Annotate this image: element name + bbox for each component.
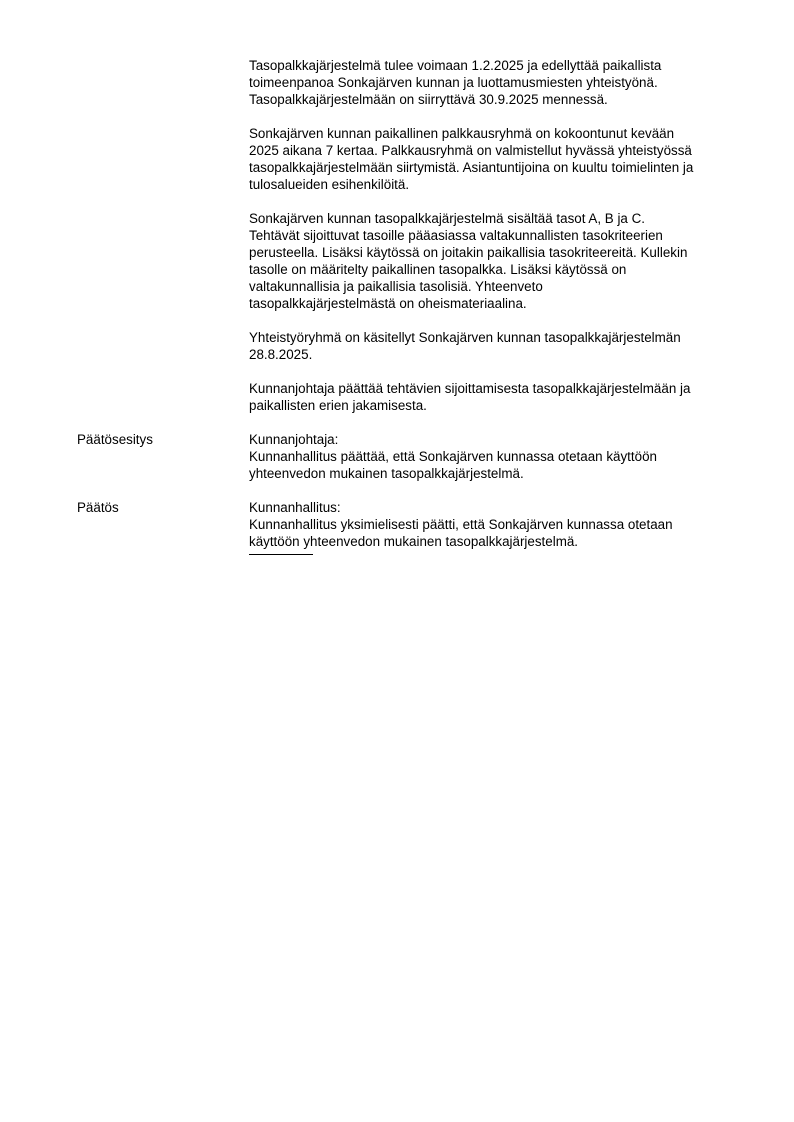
proposal-section <box>77 431 749 482</box>
decision-label: Päätös <box>77 500 119 515</box>
document-body <box>77 57 749 555</box>
paragraph-implementation: Tasopalkkajärjestelmä tulee voimaan 1.2.2025 ja edellyttää paikallista toimeenpanoa Sonkajärven kunnan ja luottamusmiesten yhteistyönä. Tasopalkkajärjestelmään on siirryttävä 30.9.2025 mennessä. <box>249 58 662 107</box>
paragraph-levels: Sonkajärven kunnan tasopalkkajärjestelmä sisältää tasot A, B ja C. Tehtävät sijoittuvat tasoille pääasiassa valtakunnallisten tasokriteerien perusteella. Lisäksi käytössä on joitakin paikallisia tasokriteereitä. Kullekin tasolle on määritelty paikallinen tasopalkka. Lisäksi käytössä on valtakunnallisia ja paikallisia tasolisiä. Yhteenveto tasopalkkajärjestelmästä on oheismateriaalina. <box>249 211 688 311</box>
paragraph-pay-group: Sonkajärven kunnan paikallinen palkkausryhmä on kokoontunut kevään 2025 aikana 7 kertaa. Palkkausryhmä on valmistellut hyvässä yhteistyössä tasopalkkajärjestelmään siirtymistä. Asiantuntijoina on kuultu toimielinten ja tulosalueiden esihenkilöitä. <box>249 126 694 192</box>
decision-text: Kunnanhallitus: Kunnanhallitus yksimielisesti päätti, että Sonkajärven kunnassa otetaan käyttöön yhteenvedon mukainen tasopalkkajärjestelmä. <box>249 500 673 549</box>
proposal-label: Päätösesitys <box>77 432 153 447</box>
paragraph-manager-authority: Kunnanjohtaja päättää tehtävien sijoittamisesta tasopalkkajärjestelmään ja paikallisten erien jakamisesta. <box>249 381 691 413</box>
decision-section <box>77 499 749 550</box>
proposal-text: Kunnanjohtaja: Kunnanhallitus päättää, että Sonkajärven kunnassa otetaan käyttöön yhteenvedon mukainen tasopalkkajärjestelmä. <box>249 432 657 481</box>
paragraph-cooperation-group: Yhteistyöryhmä on käsitellyt Sonkajärven kunnan tasopalkkajärjestelmän 28.8.2025. <box>249 330 681 362</box>
end-rule <box>249 554 313 555</box>
